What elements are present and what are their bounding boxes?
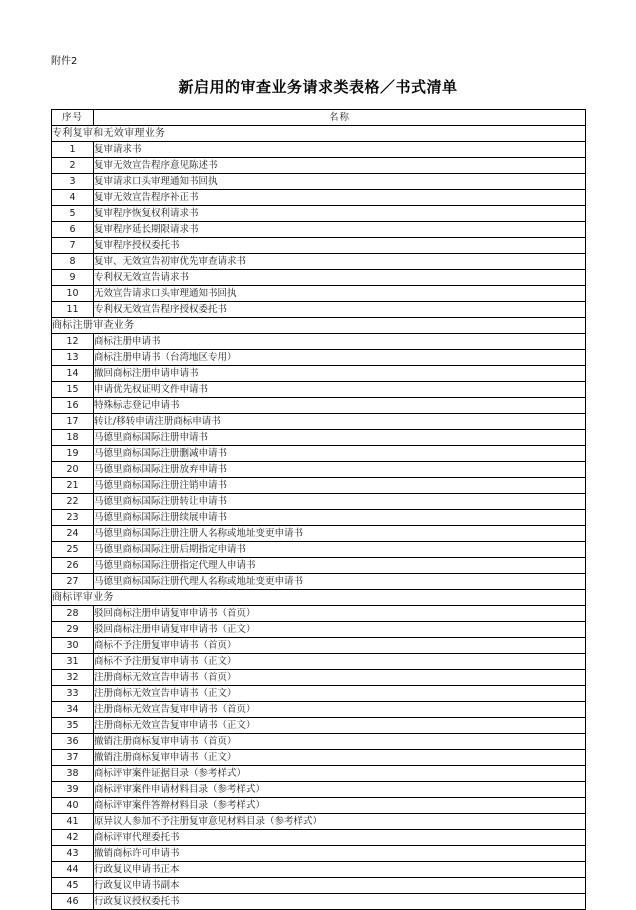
row-number: 44 xyxy=(52,862,94,878)
table-body xyxy=(52,110,586,910)
table-row xyxy=(52,702,586,718)
row-number: 45 xyxy=(52,878,94,894)
row-number: 31 xyxy=(52,654,94,670)
table-row xyxy=(52,222,586,238)
row-form-name: 复审请求书 xyxy=(94,142,586,158)
row-form-name: 特殊标志登记申请书 xyxy=(94,398,586,414)
table-row xyxy=(52,446,586,462)
row-form-name: 复审、无效宣告初审优先审查请求书 xyxy=(94,254,586,270)
table-row xyxy=(52,574,586,590)
row-form-name: 行政复议授权委托书 xyxy=(94,894,586,910)
row-number: 16 xyxy=(52,398,94,414)
table-row xyxy=(52,606,586,622)
row-number: 15 xyxy=(52,382,94,398)
table-row xyxy=(52,238,586,254)
row-form-name: 原异议人参加不予注册复审意见材料目录（参考样式） xyxy=(94,814,586,830)
table-row xyxy=(52,414,586,430)
table-row xyxy=(52,254,586,270)
table-row xyxy=(52,142,586,158)
row-number: 14 xyxy=(52,366,94,382)
table-row xyxy=(52,494,586,510)
row-number: 9 xyxy=(52,270,94,286)
row-form-name: 马德里商标国际注册指定代理人申请书 xyxy=(94,558,586,574)
table-row xyxy=(52,718,586,734)
table-row xyxy=(52,814,586,830)
row-number: 17 xyxy=(52,414,94,430)
row-form-name: 商标评审案件证据目录（参考样式） xyxy=(94,766,586,782)
row-number: 34 xyxy=(52,702,94,718)
table-row xyxy=(52,206,586,222)
row-number: 1 xyxy=(52,142,94,158)
table-row xyxy=(52,894,586,910)
row-number: 26 xyxy=(52,558,94,574)
row-number: 37 xyxy=(52,750,94,766)
row-form-name: 马德里商标国际注册注销申请书 xyxy=(94,478,586,494)
row-number: 22 xyxy=(52,494,94,510)
row-form-name: 无效宣告请求口头审理通知书回执 xyxy=(94,286,586,302)
row-number: 38 xyxy=(52,766,94,782)
row-form-name: 撤销注册商标复审申请书（首页） xyxy=(94,734,586,750)
row-number: 27 xyxy=(52,574,94,590)
row-number: 41 xyxy=(52,814,94,830)
row-form-name: 撤销商标许可申请书 xyxy=(94,846,586,862)
row-number: 13 xyxy=(52,350,94,366)
table-row xyxy=(52,190,586,206)
row-form-name: 撤销注册商标复审申请书（正文） xyxy=(94,750,586,766)
row-form-name: 专利权无效宣告请求书 xyxy=(94,270,586,286)
column-header-no: 序号 xyxy=(52,110,94,126)
table-row xyxy=(52,830,586,846)
table-header-row xyxy=(52,110,586,126)
row-number: 5 xyxy=(52,206,94,222)
row-form-name: 注册商标无效宣告申请书（正文） xyxy=(94,686,586,702)
table-row xyxy=(52,462,586,478)
row-form-name: 商标评审案件答辩材料目录（参考样式） xyxy=(94,798,586,814)
table-row xyxy=(52,350,586,366)
row-form-name: 商标注册申请书 xyxy=(94,334,586,350)
row-number: 32 xyxy=(52,670,94,686)
table-section-row xyxy=(52,318,586,334)
row-form-name: 驳回商标注册申请复审申请书（正文） xyxy=(94,622,586,638)
row-number: 20 xyxy=(52,462,94,478)
forms-listing-table xyxy=(51,109,586,910)
row-number: 12 xyxy=(52,334,94,350)
row-form-name: 行政复议申请书副本 xyxy=(94,878,586,894)
table-row xyxy=(52,526,586,542)
row-number: 23 xyxy=(52,510,94,526)
table-row xyxy=(52,798,586,814)
table-row xyxy=(52,750,586,766)
row-form-name: 驳回商标注册申请复审申请书（首页） xyxy=(94,606,586,622)
table-row xyxy=(52,334,586,350)
row-form-name: 复审无效宣告程序补正书 xyxy=(94,190,586,206)
row-form-name: 马德里商标国际注册转让申请书 xyxy=(94,494,586,510)
row-number: 19 xyxy=(52,446,94,462)
row-form-name: 马德里商标国际注册代理人名称或地址变更申请书 xyxy=(94,574,586,590)
row-number: 18 xyxy=(52,430,94,446)
row-form-name: 马德里商标国际注册删减申请书 xyxy=(94,446,586,462)
attachment-label: 附件2 xyxy=(51,56,78,67)
row-number: 35 xyxy=(52,718,94,734)
table-row xyxy=(52,686,586,702)
row-form-name: 撤回商标注册申请申请书 xyxy=(94,366,586,382)
row-form-name: 马德里商标国际注册申请书 xyxy=(94,430,586,446)
table-row xyxy=(52,654,586,670)
table-section-row xyxy=(52,590,586,606)
row-number: 11 xyxy=(52,302,94,318)
row-number: 40 xyxy=(52,798,94,814)
row-number: 7 xyxy=(52,238,94,254)
section-label: 专利复审和无效审理业务 xyxy=(52,126,586,142)
table-row xyxy=(52,430,586,446)
row-number: 42 xyxy=(52,830,94,846)
table-row xyxy=(52,638,586,654)
table-row xyxy=(52,846,586,862)
row-number: 21 xyxy=(52,478,94,494)
row-form-name: 专利权无效宣告程序授权委托书 xyxy=(94,302,586,318)
row-form-name: 复审请求口头审理通知书回执 xyxy=(94,174,586,190)
row-form-name: 商标评审案件申请材料目录（参考样式） xyxy=(94,782,586,798)
table-row xyxy=(52,878,586,894)
column-header-name: 名称 xyxy=(94,110,586,126)
row-number: 33 xyxy=(52,686,94,702)
row-number: 25 xyxy=(52,542,94,558)
table-row xyxy=(52,478,586,494)
row-number: 30 xyxy=(52,638,94,654)
row-number: 10 xyxy=(52,286,94,302)
table-section-row xyxy=(52,126,586,142)
row-form-name: 马德里商标国际注册注册人名称或地址变更申请书 xyxy=(94,526,586,542)
row-form-name: 注册商标无效宣告申请书（首页） xyxy=(94,670,586,686)
row-number: 8 xyxy=(52,254,94,270)
section-label: 商标评审业务 xyxy=(52,590,586,606)
table-row xyxy=(52,286,586,302)
row-form-name: 转让/移转申请注册商标申请书 xyxy=(94,414,586,430)
row-form-name: 注册商标无效宣告复审申请书（首页） xyxy=(94,702,586,718)
table-row xyxy=(52,270,586,286)
table-row xyxy=(52,302,586,318)
table-row xyxy=(52,542,586,558)
table-row xyxy=(52,398,586,414)
row-form-name: 复审程序延长期限请求书 xyxy=(94,222,586,238)
row-number: 24 xyxy=(52,526,94,542)
row-number: 4 xyxy=(52,190,94,206)
row-form-name: 商标注册申请书（台湾地区专用） xyxy=(94,350,586,366)
table-row xyxy=(52,510,586,526)
row-form-name: 行政复议申请书正本 xyxy=(94,862,586,878)
row-form-name: 注册商标无效宣告复审申请书（正文） xyxy=(94,718,586,734)
table-row xyxy=(52,862,586,878)
table-row xyxy=(52,670,586,686)
row-number: 43 xyxy=(52,846,94,862)
row-form-name: 马德里商标国际注册放弃申请书 xyxy=(94,462,586,478)
row-form-name: 马德里商标国际注册续展申请书 xyxy=(94,510,586,526)
row-number: 46 xyxy=(52,894,94,910)
row-number: 6 xyxy=(52,222,94,238)
row-number: 3 xyxy=(52,174,94,190)
row-form-name: 复审程序恢复权利请求书 xyxy=(94,206,586,222)
table-row xyxy=(52,558,586,574)
row-number: 2 xyxy=(52,158,94,174)
table-row xyxy=(52,382,586,398)
row-number: 29 xyxy=(52,622,94,638)
section-label: 商标注册审查业务 xyxy=(52,318,586,334)
table-row xyxy=(52,366,586,382)
row-form-name: 商标不予注册复审申请书（正文） xyxy=(94,654,586,670)
row-number: 39 xyxy=(52,782,94,798)
row-form-name: 商标不予注册复审申请书（首页） xyxy=(94,638,586,654)
row-number: 36 xyxy=(52,734,94,750)
table-row xyxy=(52,734,586,750)
row-form-name: 申请优先权证明文件申请书 xyxy=(94,382,586,398)
row-form-name: 复审程序授权委托书 xyxy=(94,238,586,254)
table-row xyxy=(52,782,586,798)
table-row xyxy=(52,174,586,190)
row-number: 28 xyxy=(52,606,94,622)
table-row xyxy=(52,622,586,638)
page-title: 新启用的审查业务请求类表格／书式清单 xyxy=(178,78,458,96)
table-row xyxy=(52,766,586,782)
row-form-name: 马德里商标国际注册后期指定申请书 xyxy=(94,542,586,558)
row-form-name: 复审无效宣告程序意见陈述书 xyxy=(94,158,586,174)
table-row xyxy=(52,158,586,174)
row-form-name: 商标评审代理委托书 xyxy=(94,830,586,846)
